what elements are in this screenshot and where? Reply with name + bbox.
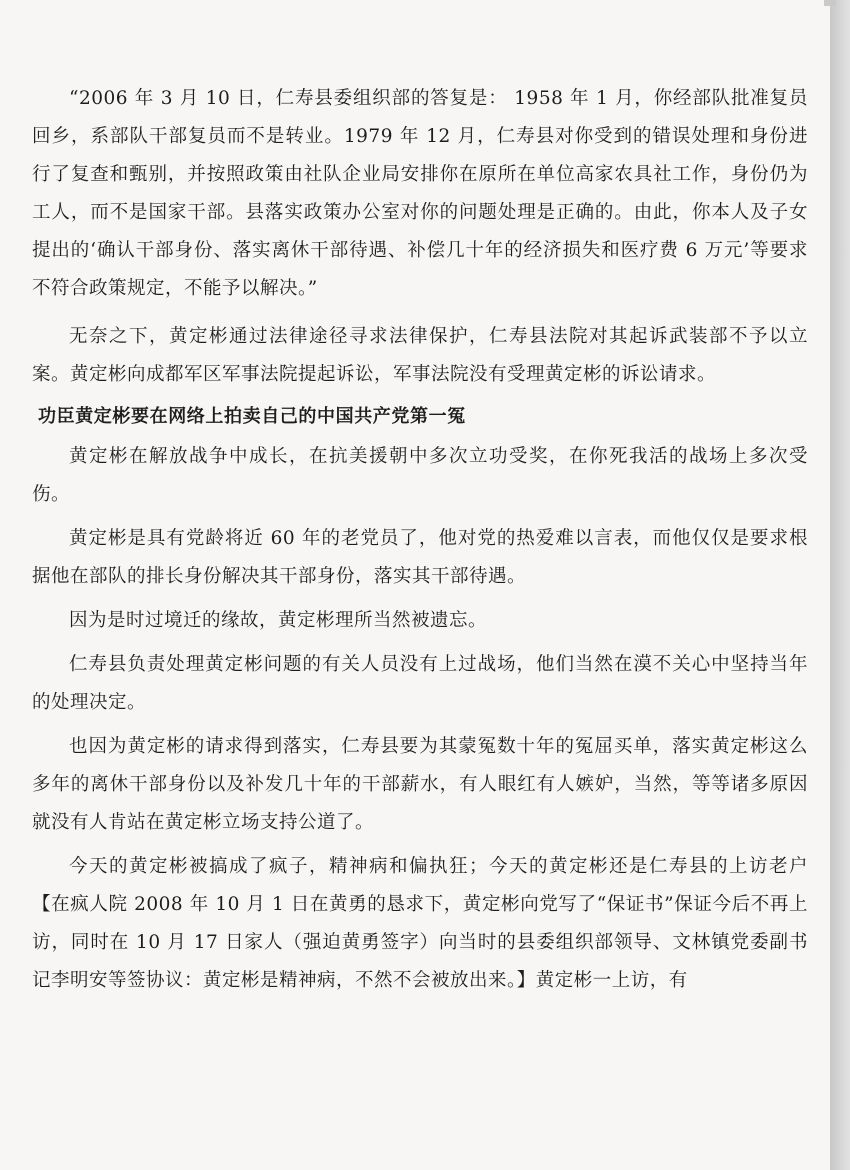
section-heading: 功臣黄定彬要在网络上拍卖自己的中国共产党第一冤 xyxy=(38,406,466,427)
paragraph-envy: 也因为黄定彬的请求得到落实，仁寿县要为其蒙冤数十年的冤屈买单，落实黄定彬这么多年的离休干部身份以及补发几十年的干部薪水，有人眼红有人嫉妒，当然，等等诸多原因就没有人肯站在黄定彬立场支持公道了。 xyxy=(32,736,808,833)
paragraph-war-service: 黄定彬在解放战争中成长，在抗美援朝中多次立功受奖，在你死我活的战场上多次受伤。 xyxy=(32,446,808,505)
scan-edge xyxy=(830,0,850,1170)
scan-mark xyxy=(824,0,836,6)
paragraph-reply-quote: “2006 年 3 月 10 日，仁寿县委组织部的答复是： 1958 年 1 月，你经部队批准复员回乡，系部队干部复员而不是转业。1979 年 12 月，仁寿县对你受到的错误处理和身份进行了复查和甄别，并按照政策由社队企业局安排你在原所在单位高家农具社工作，身份仍为工人，而不是国家干部。县落实政策办公室对你的问题处理是正确的。由此，你本人及子女提出的‘确认干部身份、落实离休干部待遇、补偿几十年的经济损失和医疗费 6 万元’等要求不符合政策规定，不能予以解决。” xyxy=(32,88,808,299)
paragraph-officials: 仁寿县负责处理黄定彬问题的有关人员没有上过战场，他们当然在漠不关心中坚持当年的处理决定。 xyxy=(32,654,808,713)
paragraph-forgotten: 因为是时过境迁的缘故，黄定彬理所当然被遗忘。 xyxy=(69,610,488,631)
document-body xyxy=(32,80,808,1006)
paragraph-party-member: 黄定彬是具有党龄将近 60 年的老党员了，他对党的热爱难以言表，而他仅仅是要求根据他在部队的排长身份解决其干部身份，落实其干部待遇。 xyxy=(32,528,808,587)
paragraph-legal-action: 无奈之下，黄定彬通过法律途径寻求法律保护，仁寿县法院对其起诉武装部不予以立案。黄定彬向成都军区军事法院提起诉讼，军事法院没有受理黄定彬的诉讼请求。 xyxy=(32,326,808,385)
paragraph-petitioner: 今天的黄定彬被搞成了疯子，精神病和偏执狂；今天的黄定彬还是仁寿县的上访老户【在疯人院 2008 年 10 月 1 日在黄勇的恳求下，黄定彬向党写了“保证书”保证今后不再上访，同时在 10 月 17 日家人（强迫黄勇签字）向当时的县委组织部领导、文林镇党委副书记李明安等签协议：黄定彬是精神病，不然不会被放出来。】黄定彬一上访，有 xyxy=(32,856,808,991)
